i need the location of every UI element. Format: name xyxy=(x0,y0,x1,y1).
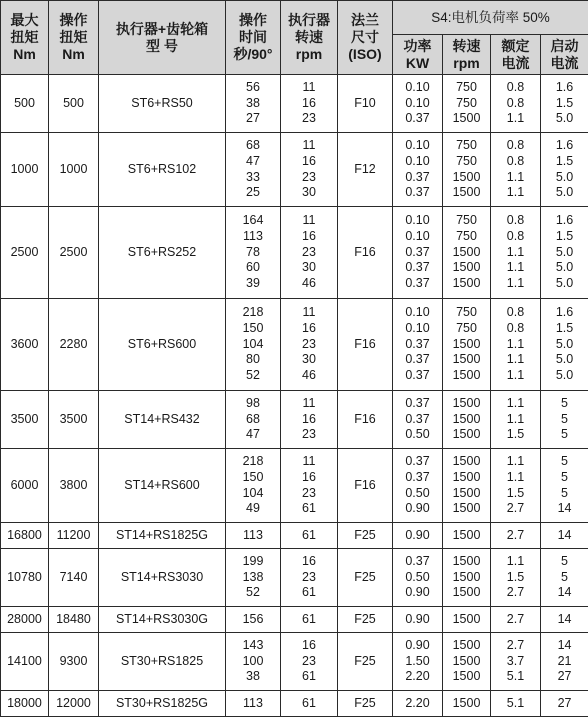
table-row xyxy=(1,299,588,391)
cell-motor-speed: 1500 1500 1500 xyxy=(443,391,491,449)
table-row xyxy=(1,607,588,633)
cell-flange: F10 xyxy=(338,75,393,133)
cell-flange: F25 xyxy=(338,633,393,691)
cell-start-current: 14 xyxy=(541,607,588,633)
cell-op-time: 164 113 78 60 39 xyxy=(226,207,281,299)
cell-flange: F16 xyxy=(338,207,393,299)
table-row xyxy=(1,75,588,133)
cell-max-torque: 10780 xyxy=(1,549,49,607)
cell-motor-speed: 1500 1500 1500 1500 xyxy=(443,449,491,523)
cell-rated-current: 1.1 1.1 1.5 2.7 xyxy=(491,449,541,523)
cell-power: 0.10 0.10 0.37 0.37 xyxy=(393,133,443,207)
cell-rated-current: 0.8 0.8 1.1 1.1 xyxy=(491,133,541,207)
header-max-torque: 最大 扭矩 Nm xyxy=(1,1,49,75)
table-row xyxy=(1,391,588,449)
cell-op-torque: 500 xyxy=(49,75,99,133)
header-flange: 法兰 尺寸 (ISO) xyxy=(338,1,393,75)
cell-power: 0.90 1.50 2.20 xyxy=(393,633,443,691)
cell-op-torque: 1000 xyxy=(49,133,99,207)
cell-rated-current: 2.7 3.7 5.1 xyxy=(491,633,541,691)
cell-start-current: 1.6 1.5 5.0 5.0 5.0 xyxy=(541,299,588,391)
cell-max-torque: 2500 xyxy=(1,207,49,299)
cell-rated-current: 2.7 xyxy=(491,523,541,549)
cell-op-torque: 3800 xyxy=(49,449,99,523)
cell-op-time: 98 68 47 xyxy=(226,391,281,449)
cell-rated-current: 1.1 1.5 2.7 xyxy=(491,549,541,607)
cell-max-torque: 3500 xyxy=(1,391,49,449)
cell-model: ST6+RS252 xyxy=(99,207,226,299)
cell-op-time: 113 xyxy=(226,691,281,717)
cell-model: ST6+RS102 xyxy=(99,133,226,207)
cell-max-torque: 28000 xyxy=(1,607,49,633)
header-motor-group: S4:电机负荷率 50% xyxy=(393,1,588,35)
cell-speed: 11 16 23 61 xyxy=(281,449,338,523)
cell-start-current: 1.6 1.5 5.0 5.0 xyxy=(541,133,588,207)
header-op-torque: 操作 扭矩 Nm xyxy=(49,1,99,75)
cell-op-torque: 18480 xyxy=(49,607,99,633)
cell-model: ST14+RS1825G xyxy=(99,523,226,549)
cell-op-time: 199 138 52 xyxy=(226,549,281,607)
cell-rated-current: 2.7 xyxy=(491,607,541,633)
cell-speed: 11 16 23 30 46 xyxy=(281,207,338,299)
cell-speed: 61 xyxy=(281,607,338,633)
cell-rated-current: 0.8 0.8 1.1 1.1 1.1 xyxy=(491,299,541,391)
cell-rated-current: 0.8 0.8 1.1 1.1 1.1 xyxy=(491,207,541,299)
cell-max-torque: 6000 xyxy=(1,449,49,523)
header-start-current: 启动 电流 xyxy=(541,35,588,75)
cell-speed: 11 16 23 30 xyxy=(281,133,338,207)
cell-power: 2.20 xyxy=(393,691,443,717)
cell-power: 0.90 xyxy=(393,607,443,633)
cell-motor-speed: 1500 xyxy=(443,691,491,717)
cell-rated-current: 0.8 0.8 1.1 xyxy=(491,75,541,133)
cell-speed: 61 xyxy=(281,691,338,717)
cell-op-time: 113 xyxy=(226,523,281,549)
cell-speed: 11 16 23 30 46 xyxy=(281,299,338,391)
table-row xyxy=(1,523,588,549)
cell-power: 0.90 xyxy=(393,523,443,549)
cell-power: 0.37 0.37 0.50 xyxy=(393,391,443,449)
header-speed: 执行器 转速 rpm xyxy=(281,1,338,75)
header-power: 功率 KW xyxy=(393,35,443,75)
cell-max-torque: 1000 xyxy=(1,133,49,207)
cell-motor-speed: 750 750 1500 1500 1500 xyxy=(443,207,491,299)
cell-model: ST6+RS50 xyxy=(99,75,226,133)
table-row xyxy=(1,633,588,691)
table-row xyxy=(1,549,588,607)
cell-start-current: 5 5 5 14 xyxy=(541,449,588,523)
cell-model: ST14+RS432 xyxy=(99,391,226,449)
cell-flange: F25 xyxy=(338,523,393,549)
cell-rated-current: 1.1 1.1 1.5 xyxy=(491,391,541,449)
cell-op-torque: 9300 xyxy=(49,633,99,691)
cell-start-current: 1.6 1.5 5.0 5.0 5.0 xyxy=(541,207,588,299)
cell-flange: F25 xyxy=(338,607,393,633)
cell-speed: 16 23 61 xyxy=(281,549,338,607)
table-row xyxy=(1,133,588,207)
cell-op-torque: 3500 xyxy=(49,391,99,449)
cell-speed: 11 16 23 xyxy=(281,75,338,133)
header-op-time: 操作 时间 秒/90° xyxy=(226,1,281,75)
cell-model: ST14+RS3030G xyxy=(99,607,226,633)
cell-op-time: 143 100 38 xyxy=(226,633,281,691)
cell-power: 0.10 0.10 0.37 0.37 0.37 xyxy=(393,207,443,299)
cell-op-torque: 2280 xyxy=(49,299,99,391)
table-row xyxy=(1,449,588,523)
cell-speed: 11 16 23 xyxy=(281,391,338,449)
cell-motor-speed: 1500 xyxy=(443,523,491,549)
cell-flange: F25 xyxy=(338,549,393,607)
cell-start-current: 5 5 14 xyxy=(541,549,588,607)
cell-op-torque: 12000 xyxy=(49,691,99,717)
cell-op-time: 218 150 104 80 52 xyxy=(226,299,281,391)
cell-model: ST6+RS600 xyxy=(99,299,226,391)
cell-op-time: 218 150 104 49 xyxy=(226,449,281,523)
cell-speed: 61 xyxy=(281,523,338,549)
cell-start-current: 14 xyxy=(541,523,588,549)
cell-model: ST30+RS1825G xyxy=(99,691,226,717)
cell-power: 0.37 0.37 0.50 0.90 xyxy=(393,449,443,523)
table-body xyxy=(1,75,588,717)
cell-start-current: 27 xyxy=(541,691,588,717)
cell-max-torque: 14100 xyxy=(1,633,49,691)
cell-motor-speed: 1500 xyxy=(443,607,491,633)
cell-op-time: 56 38 27 xyxy=(226,75,281,133)
cell-motor-speed: 750 750 1500 xyxy=(443,75,491,133)
cell-motor-speed: 1500 1500 1500 xyxy=(443,549,491,607)
header-motor-speed: 转速 rpm xyxy=(443,35,491,75)
header-model: 执行器+齿轮箱 型 号 xyxy=(99,1,226,75)
table-row xyxy=(1,691,588,717)
cell-op-torque: 2500 xyxy=(49,207,99,299)
cell-op-torque: 11200 xyxy=(49,523,99,549)
cell-max-torque: 16800 xyxy=(1,523,49,549)
cell-start-current: 14 21 27 xyxy=(541,633,588,691)
cell-flange: F16 xyxy=(338,391,393,449)
cell-start-current: 1.6 1.5 5.0 xyxy=(541,75,588,133)
cell-flange: F25 xyxy=(338,691,393,717)
cell-model: ST30+RS1825 xyxy=(99,633,226,691)
cell-model: ST14+RS600 xyxy=(99,449,226,523)
cell-op-time: 156 xyxy=(226,607,281,633)
cell-motor-speed: 1500 1500 1500 xyxy=(443,633,491,691)
header-rated-current: 额定 电流 xyxy=(491,35,541,75)
cell-speed: 16 23 61 xyxy=(281,633,338,691)
cell-op-time: 68 47 33 25 xyxy=(226,133,281,207)
cell-max-torque: 500 xyxy=(1,75,49,133)
table-header xyxy=(1,1,588,75)
cell-flange: F12 xyxy=(338,133,393,207)
cell-op-torque: 7140 xyxy=(49,549,99,607)
cell-model: ST14+RS3030 xyxy=(99,549,226,607)
cell-motor-speed: 750 750 1500 1500 xyxy=(443,133,491,207)
cell-max-torque: 18000 xyxy=(1,691,49,717)
cell-power: 0.10 0.10 0.37 0.37 0.37 xyxy=(393,299,443,391)
cell-max-torque: 3600 xyxy=(1,299,49,391)
cell-power: 0.37 0.50 0.90 xyxy=(393,549,443,607)
cell-flange: F16 xyxy=(338,449,393,523)
cell-rated-current: 5.1 xyxy=(491,691,541,717)
table-row xyxy=(1,207,588,299)
cell-motor-speed: 750 750 1500 1500 1500 xyxy=(443,299,491,391)
cell-start-current: 5 5 5 xyxy=(541,391,588,449)
cell-flange: F16 xyxy=(338,299,393,391)
cell-power: 0.10 0.10 0.37 xyxy=(393,75,443,133)
